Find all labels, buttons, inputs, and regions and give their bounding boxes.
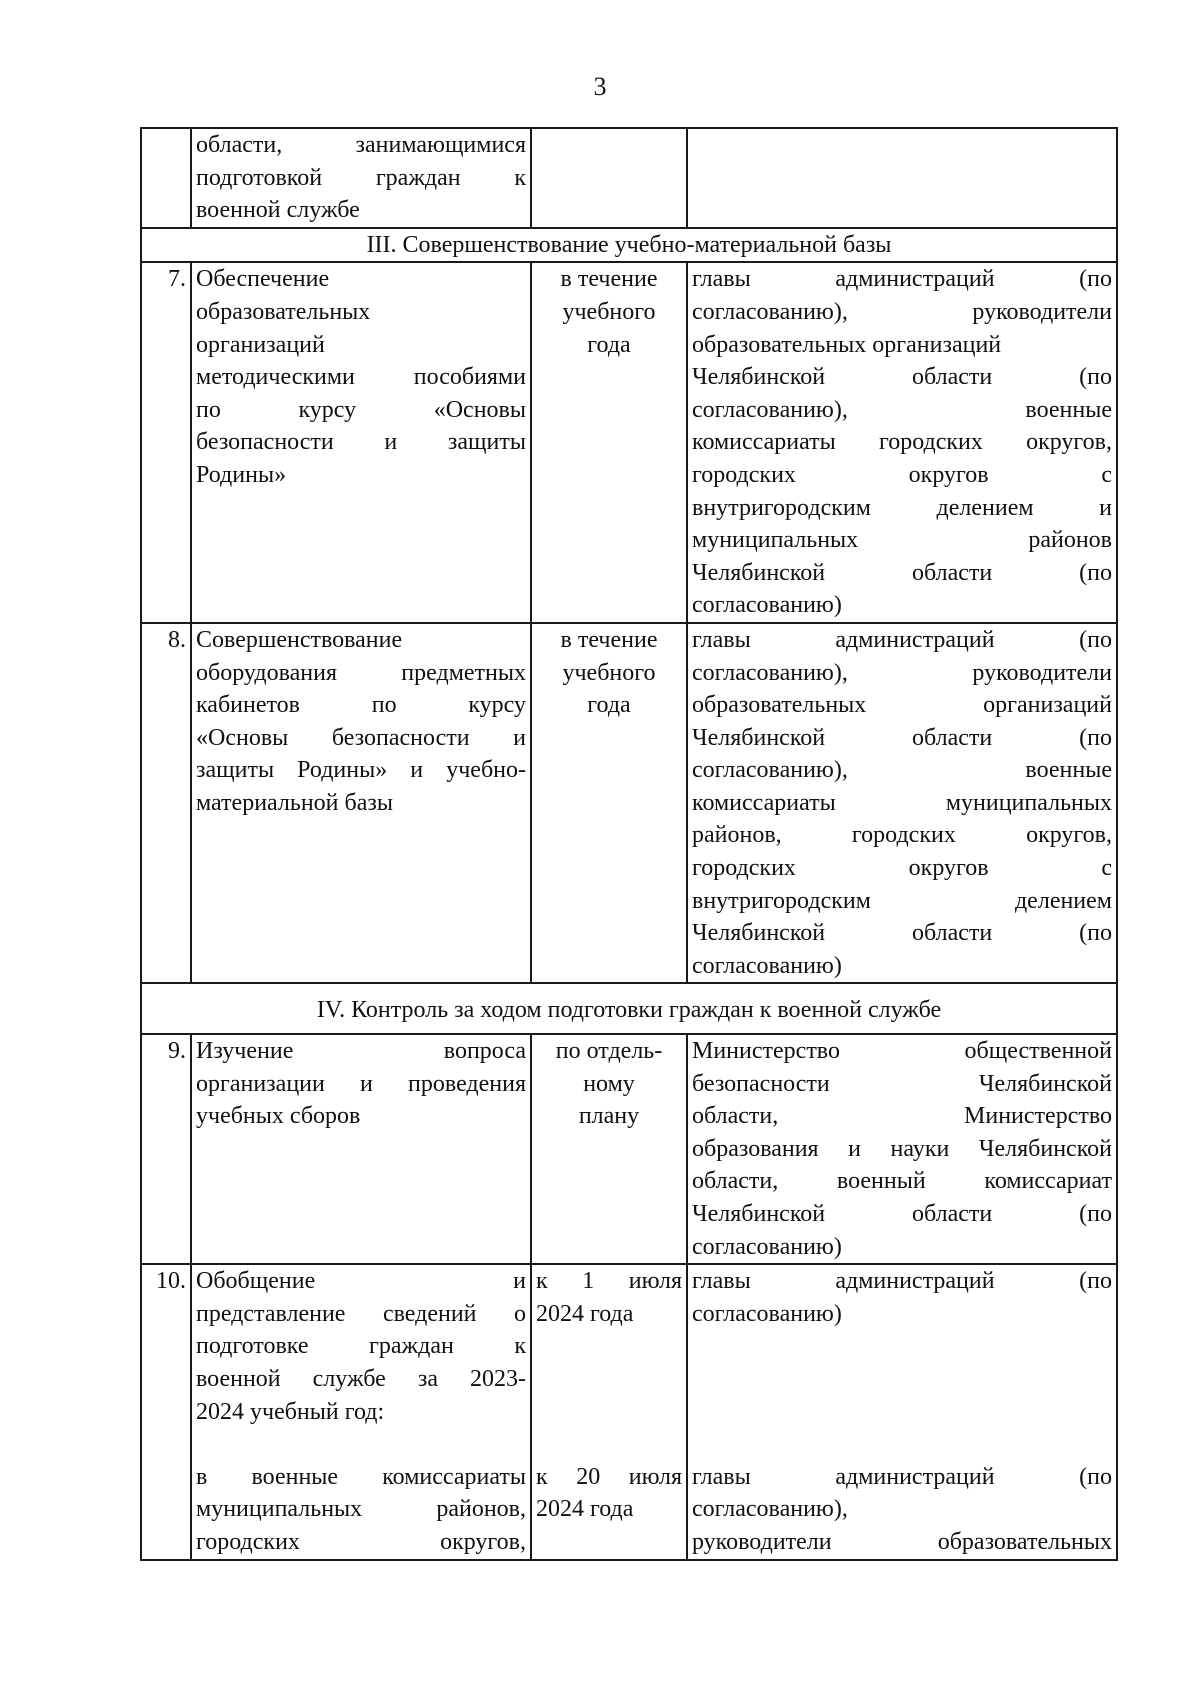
text-line: военной службе за 2023-: [196, 1365, 526, 1392]
text-line: безопасности Челябинской: [692, 1070, 1112, 1097]
text-line: муниципальных районов,: [196, 1496, 526, 1523]
term-cell: [531, 623, 687, 984]
responsible-cell: [687, 1264, 1117, 1559]
text-line: оборудования предметных: [196, 659, 526, 686]
term-cell: [531, 128, 687, 228]
text-line: области, военный комиссариат: [692, 1168, 1112, 1195]
section-row: [141, 228, 1117, 263]
text-line: согласованию), руководители: [692, 298, 1112, 325]
text-line: к 20 июля: [536, 1463, 682, 1490]
section-heading: IV. Контроль за ходом подготовки граждан к военной службе: [141, 983, 1117, 1034]
task-cell: [191, 1264, 531, 1559]
text-line: «Основы безопасности и: [196, 724, 526, 751]
text-line: в течение: [560, 266, 658, 293]
text-line: внутригородским делением и: [692, 494, 1112, 521]
text-line: согласованию): [692, 1300, 842, 1327]
task-cell: [191, 623, 531, 984]
text-line: 2024 учебный год:: [196, 1398, 385, 1425]
term-cell: [531, 1264, 687, 1559]
text-line: по курсу «Основы: [196, 396, 526, 423]
text-line: внутригородским делением: [692, 887, 1112, 914]
paragraph-gap: [692, 1363, 1112, 1396]
paragraph-gap: [692, 1330, 1112, 1363]
text-line: ному: [583, 1070, 635, 1097]
table-row: [141, 1264, 1117, 1559]
text-line: плану: [578, 1103, 640, 1130]
table-row: [141, 128, 1117, 228]
section-heading: III. Совершенствование учебно-материальной базы: [141, 228, 1117, 263]
term-cell: [531, 1034, 687, 1264]
text-line: комиссариаты городских округов,: [692, 429, 1112, 456]
text-line: районов, городских округов,: [692, 822, 1112, 849]
text-line: главы администраций (по: [692, 1268, 1112, 1295]
text-line: года: [587, 692, 631, 719]
text-line: 2024 года: [536, 1496, 634, 1523]
text-line: городских округов с: [692, 855, 1112, 882]
text-line: организации и проведения: [196, 1070, 526, 1097]
text-line: согласованию): [692, 592, 842, 619]
text-line: образования и науки Челябинской: [692, 1135, 1112, 1162]
text-line: материальной базы: [196, 789, 393, 816]
text-line: городских округов,: [196, 1528, 526, 1555]
row-number-cell: [141, 128, 191, 228]
text-line: военной службе: [196, 197, 360, 224]
text-line: в течение: [560, 626, 658, 653]
text-line: Челябинской области (по: [692, 920, 1112, 947]
text-line: согласованию): [692, 952, 842, 979]
text-line: руководители образовательных: [692, 1528, 1112, 1555]
term-cell: [531, 262, 687, 623]
text-line: образовательных организаций: [692, 331, 1002, 358]
task-cell: [191, 1034, 531, 1264]
paragraph-gap: [692, 1428, 1112, 1461]
row-number: 10.: [141, 1264, 191, 1559]
text-line: области, Министерство: [692, 1103, 1112, 1130]
text-line: Родины»: [196, 461, 287, 488]
table-row: [141, 1034, 1117, 1264]
text-line: представление сведений о: [196, 1300, 526, 1327]
text-line: учебного: [562, 298, 656, 325]
text-line: организаций: [196, 331, 325, 358]
text-line: учебных сборов: [196, 1103, 361, 1130]
page-number: 3: [593, 72, 607, 101]
text-line: комиссариаты муниципальных: [692, 789, 1112, 816]
text-line: защиты Родины» и учебно-: [196, 757, 526, 784]
text-line: методическими пособиями: [196, 364, 526, 391]
text-line: по отдель-: [555, 1038, 663, 1065]
text-line: городских округов с: [692, 461, 1112, 488]
text-line: главы администраций (по: [692, 626, 1112, 653]
text-line: согласованию),: [692, 1496, 848, 1523]
text-line: подготовке граждан к: [196, 1333, 526, 1360]
text-line: Обеспечение: [196, 266, 330, 293]
text-line: Челябинской области (по: [692, 364, 1112, 391]
text-line: образовательных: [196, 298, 371, 325]
text-line: области, занимающимися: [196, 132, 526, 158]
paragraph-gap: [536, 1428, 682, 1461]
paragraph-gap: [536, 1363, 682, 1396]
responsible-cell: [687, 623, 1117, 984]
text-line: в военные комиссариаты: [196, 1463, 526, 1490]
table-row: [141, 623, 1117, 984]
text-line: главы администраций (по: [692, 1463, 1112, 1490]
section-row: [141, 983, 1117, 1034]
task-cell: [191, 262, 531, 623]
text-line: Челябинской области (по: [692, 559, 1112, 586]
task-cell: [191, 128, 531, 228]
text-line: согласованию), руководители: [692, 659, 1112, 686]
text-line: согласованию), военные: [692, 757, 1112, 784]
row-number: 9.: [141, 1034, 191, 1264]
text-line: муниципальных районов: [692, 527, 1112, 554]
row-number: 8.: [141, 623, 191, 984]
responsible-cell: [687, 128, 1117, 228]
text-line: Челябинской области (по: [692, 1201, 1112, 1227]
text-line: Изучение вопроса: [196, 1038, 526, 1065]
responsible-cell: [687, 1034, 1117, 1264]
plan-table: [140, 127, 1118, 1561]
text-line: Министерство общественной: [692, 1038, 1112, 1065]
text-line: учебного: [562, 659, 656, 686]
paragraph-gap: [196, 1428, 526, 1461]
responsible-cell: [687, 262, 1117, 623]
paragraph-gap: [692, 1396, 1112, 1429]
text-line: подготовкой граждан к: [196, 164, 526, 191]
text-line: Совершенствование: [196, 626, 403, 653]
text-line: года: [587, 331, 631, 358]
text-line: согласованию): [692, 1233, 842, 1260]
text-line: образовательных организаций: [692, 692, 1112, 719]
row-number: 7.: [141, 262, 191, 623]
text-line: кабинетов по курсу: [196, 692, 526, 719]
text-line: 2024 года: [536, 1300, 634, 1327]
paragraph-gap: [536, 1396, 682, 1429]
text-line: Челябинской области (по: [692, 724, 1112, 751]
text-line: безопасности и защиты: [196, 429, 526, 456]
text-line: согласованию), военные: [692, 396, 1112, 423]
paragraph-gap: [536, 1330, 682, 1363]
table-row: [141, 262, 1117, 623]
text-line: главы администраций (по: [692, 266, 1112, 293]
text-line: к 1 июля: [536, 1268, 682, 1295]
text-line: Обобщение и: [196, 1268, 526, 1295]
